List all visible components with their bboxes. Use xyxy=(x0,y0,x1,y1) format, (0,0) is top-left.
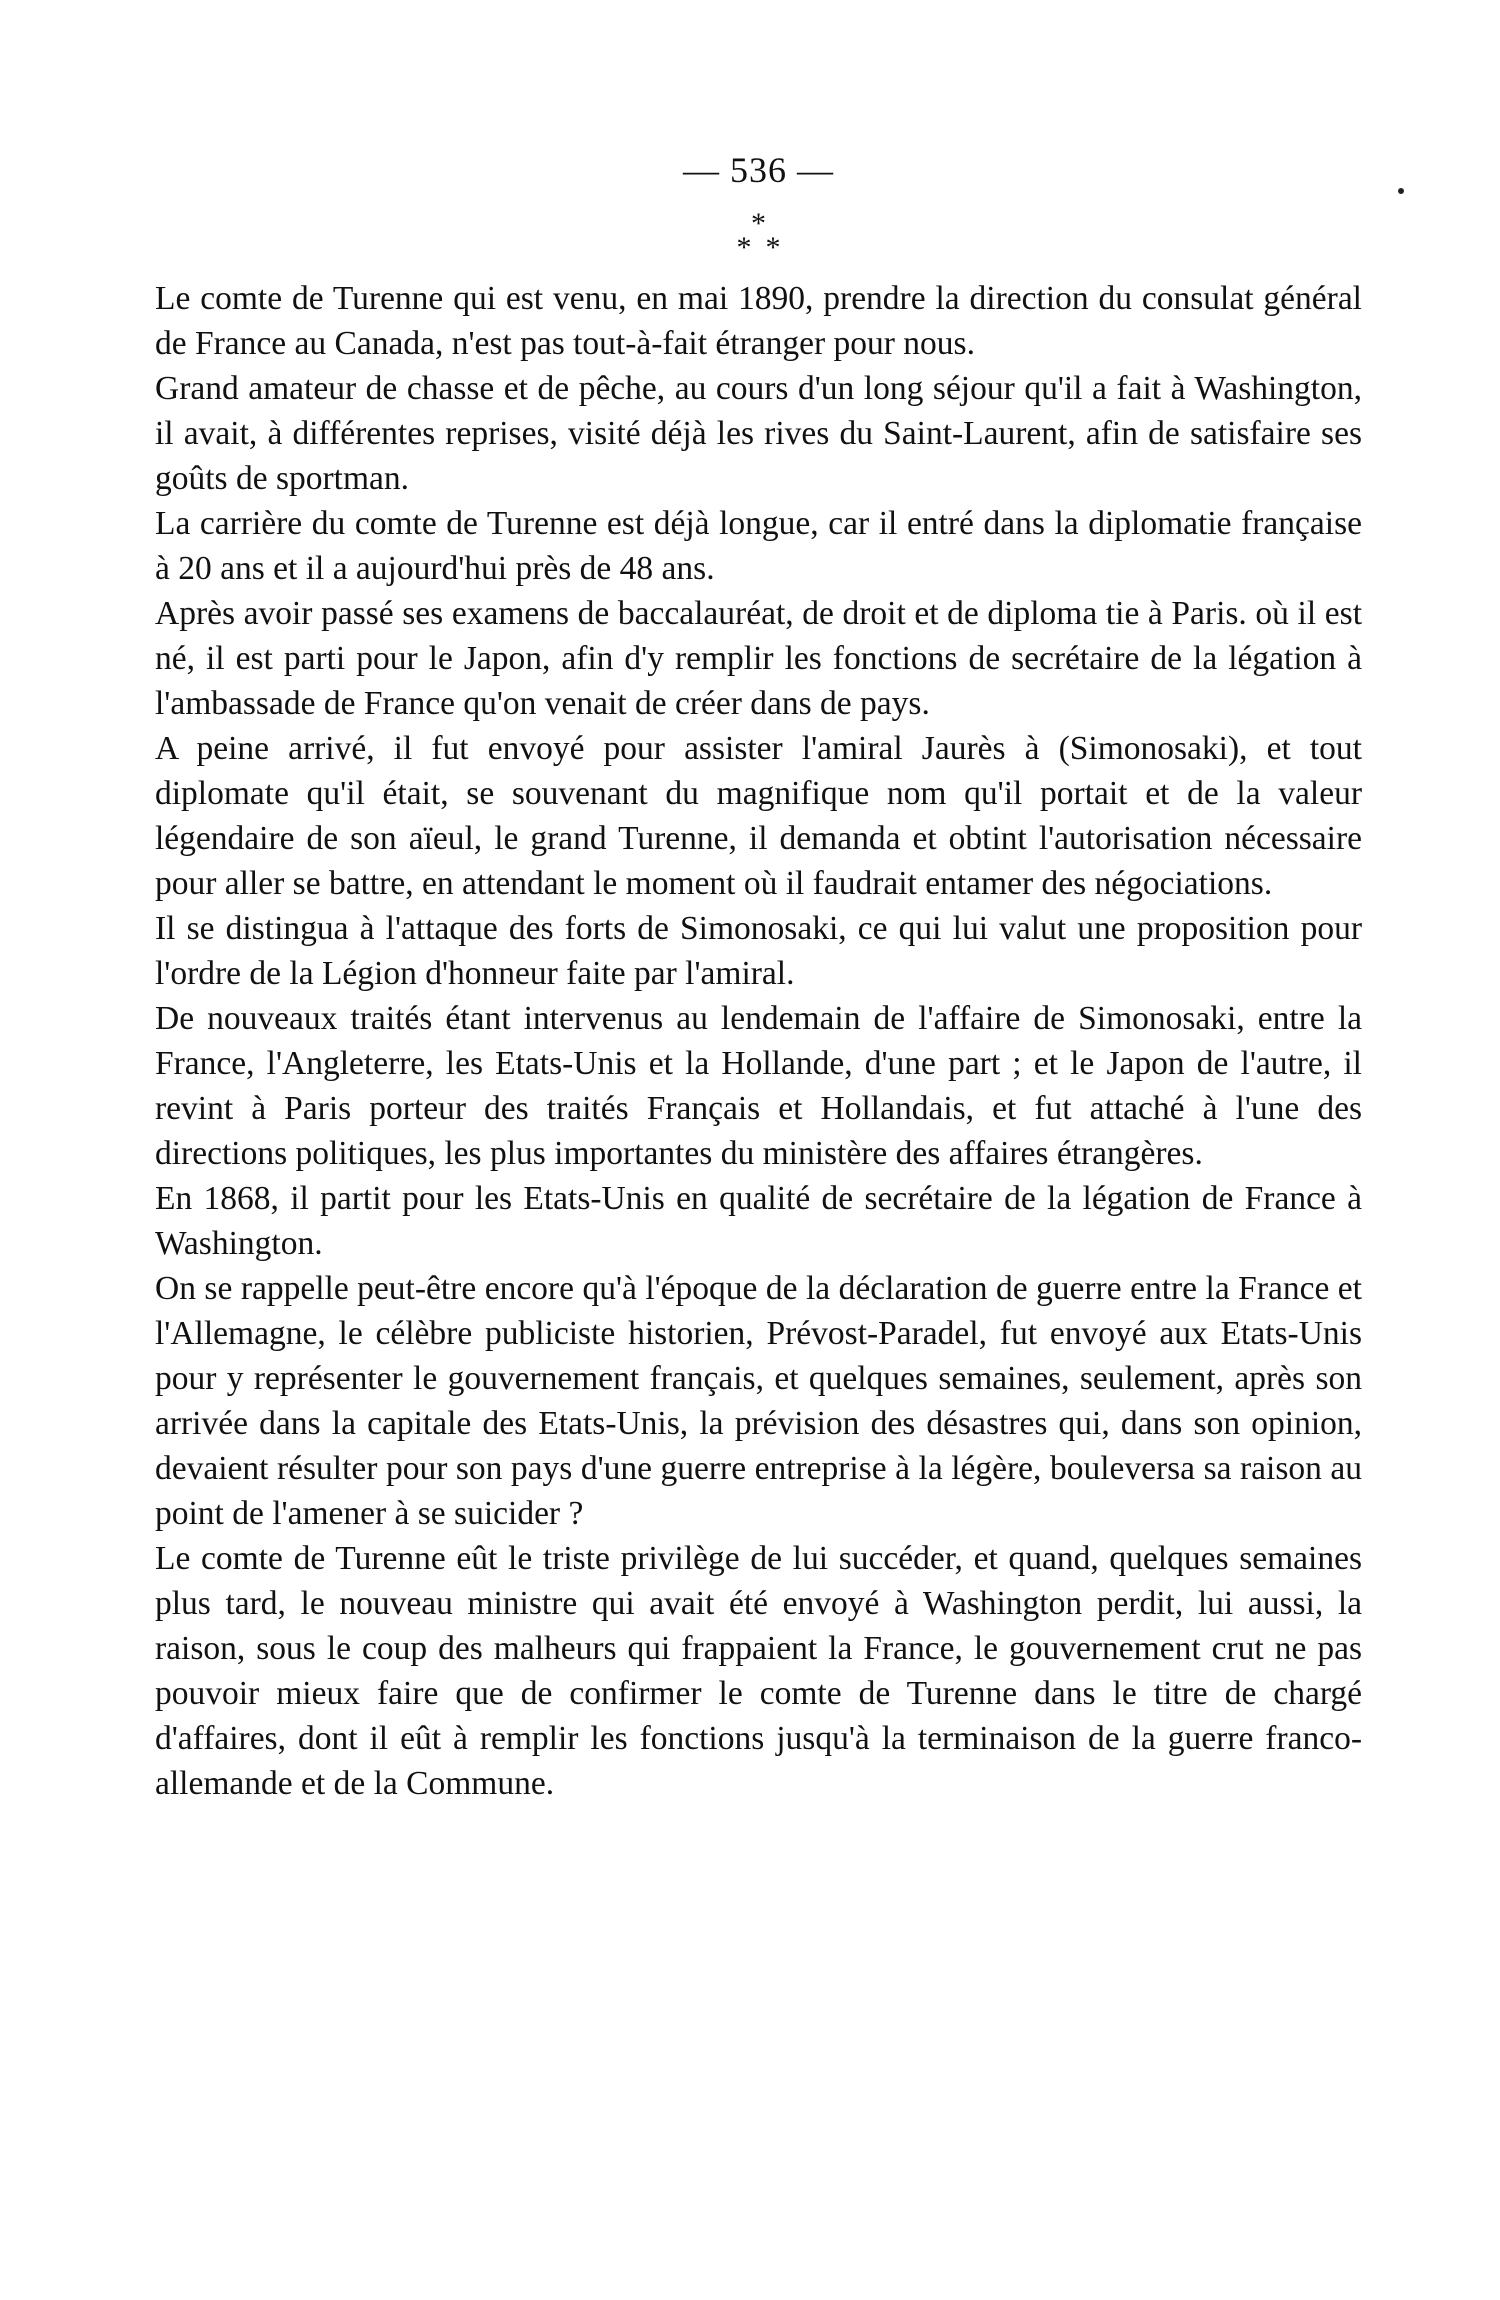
paragraph-5: A peine arrivé, il fut envoyé pour assister l'amiral Jaurès à (Simonosaki), et tout diplomate qu'il était, se souvenant du magnifique nom qu'il portait et de la valeur légendaire de son aïeul, le grand Turenne, il demanda et obtint l'autorisation nécessaire pour aller se battre, en attendant le moment où il faudrait entamer des négociations. xyxy=(155,730,1362,902)
paragraph-9: On se rappelle peut-être encore qu'à l'époque de la déclaration de guerre entre la France et l'Allemagne, le célèbre publiciste historien, Prévost-Paradel, fut envoyé aux Etats-Unis pour y représenter le gouvernement français, et quelques semaines, seulement, après son arrivée dans la capitale des Etats-Unis, la prévision des désastres qui, dans son opinion, devaient résulter pour son pays d'une guerre entreprise à la légère, bouleversa sa raison au point de l'amener à se suicider ? xyxy=(155,1270,1362,1532)
paragraph-1: Le comte de Turenne qui est venu, en mai 1890, prendre la direction du consulat général de France au Canada, n'est pas tout-à-fait étranger pour nous. xyxy=(155,280,1362,362)
paragraph-8: En 1868, il partit pour les Etats-Unis en qualité de secrétaire de la légation de France à Washington. xyxy=(155,1180,1362,1262)
document-page xyxy=(155,150,1362,1806)
asterism-separator: * ** xyxy=(736,207,795,264)
paragraph-4: Après avoir passé ses examens de baccalauréat, de droit et de diploma tie à Paris. où il est né, il est parti pour le Japon, afin d'y remplir les fonctions de secrétaire de la légation à l'ambassade de France qu'on venait de créer dans de pays. xyxy=(155,595,1362,722)
page-number: — 536 — xyxy=(683,150,834,190)
paragraph-7: De nouveaux traités étant intervenus au lendemain de l'affaire de Simonosaki, entre la France, l'Angleterre, les Etats-Unis et la Hollande, d'une part ; et le Japon de l'autre, il revint à Paris porteur des traités Français et Hollandais, et fut attaché à l'une des directions politiques, les plus importantes du ministère des affaires étrangères. xyxy=(155,1000,1362,1172)
paragraph-10: Le comte de Turenne eût le triste privilège de lui succéder, et quand, quelques semaines plus tard, le nouveau ministre qui avait été envoyé à Washington perdit, lui aussi, la raison, sous le coup des malheurs qui frappaient la France, le gouvernement crut ne pas pouvoir mieux faire que de confirmer le comte de Turenne dans le titre de chargé d'affaires, dont il eût à remplir les fonctions jusqu'à la terminaison de la guerre franco-allemande et de la Commune. xyxy=(155,1540,1362,1802)
paragraph-2: Grand amateur de chasse et de pêche, au cours d'un long séjour qu'il a fait à Washington, il avait, à différentes reprises, visité déjà les rives du Saint-Laurent, afin de satisfaire ses goûts de sportman. xyxy=(155,370,1362,497)
paragraph-6: Il se distingua à l'attaque des forts de Simonosaki, ce qui lui valut une proposition pour l'ordre de la Légion d'honneur faite par l'amiral. xyxy=(155,910,1362,992)
paragraph-3: La carrière du comte de Turenne est déjà longue, car il entré dans la diplomatie française à 20 ans et il a aujourd'hui près de 48 ans. xyxy=(155,505,1362,587)
stray-ink-dot xyxy=(1398,188,1404,194)
